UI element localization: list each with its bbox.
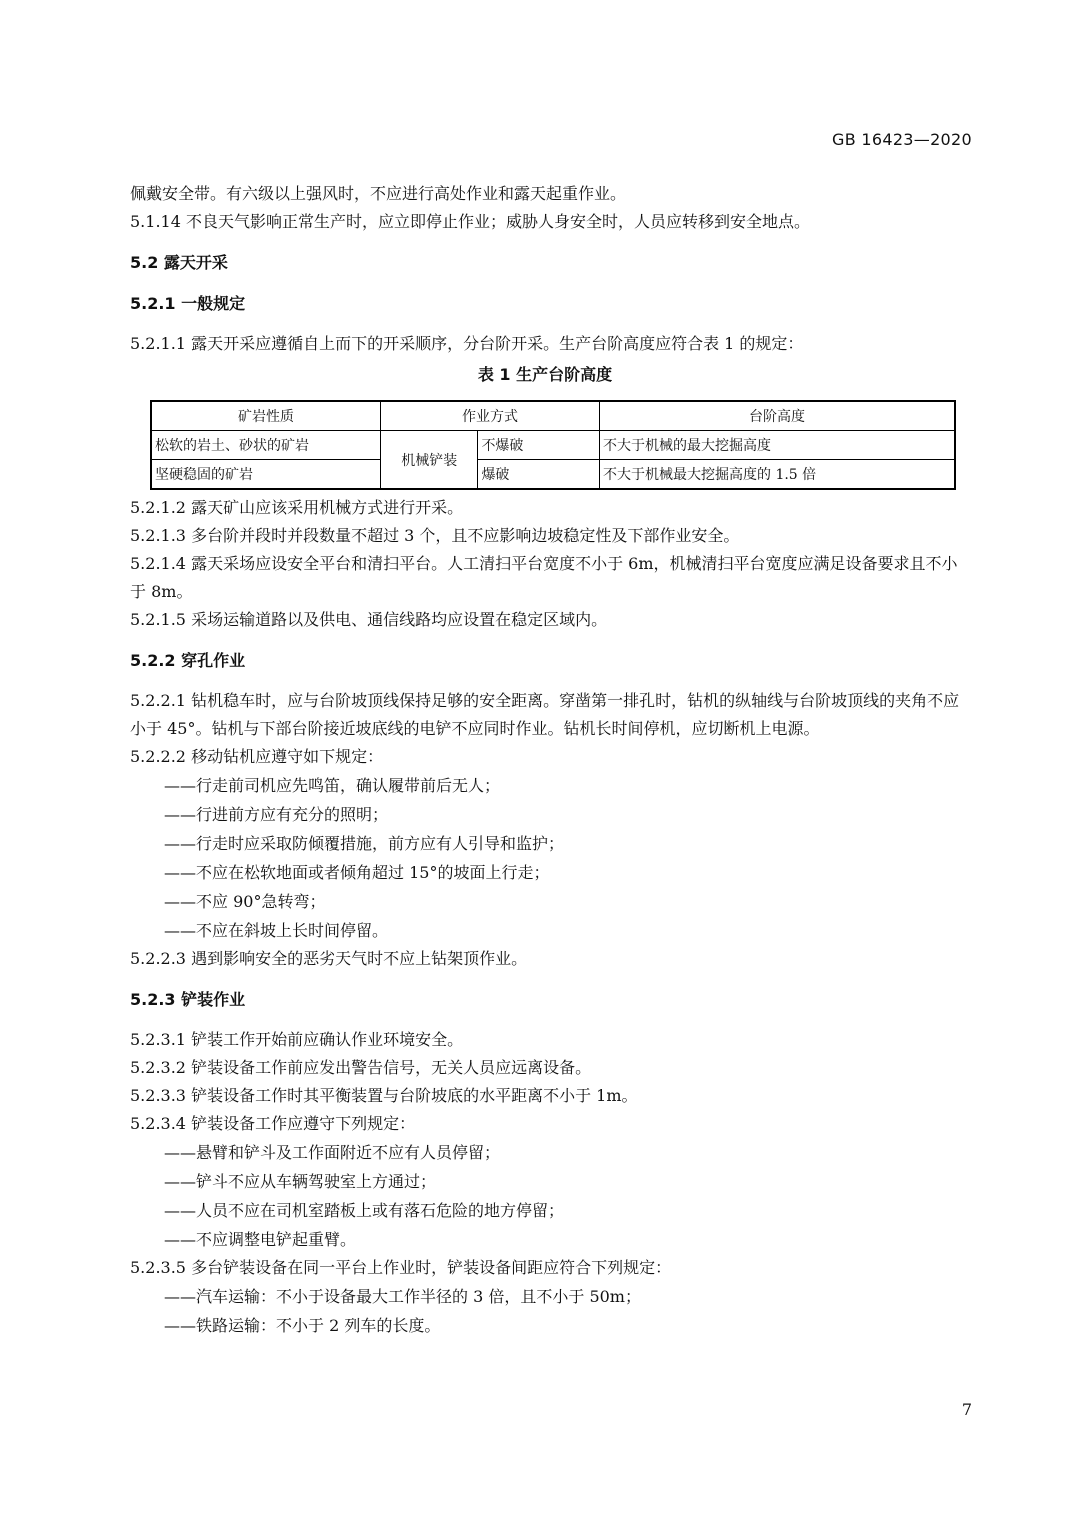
paragraph: 5.2.1.2 露天矿山应该采用机械方式进行开采。	[130, 498, 464, 517]
list-item: ——悬臂和铲斗及工作面附近不应有人员停留；	[164, 1143, 501, 1162]
table-title: 表 1 生产台阶高度	[477, 365, 613, 384]
table-cell: 松软的岩土、砂状的矿岩	[151, 431, 381, 460]
section-heading: 5.2.3 铲装作业	[130, 990, 246, 1009]
paragraph: 5.2.2.1 钻机稳车时，应与台阶坡顶线保持足够的安全距离。穿凿第一排孔时，钻机的纵轴线与台阶坡顶线的夹角不应小于 45°。钻机与下部台阶接近坡底线的电铲不应同时作业。钻机长时间停机，应切断机上电源。	[130, 691, 960, 738]
section-heading: 5.2.2 穿孔作业	[130, 651, 246, 670]
table-header-cell: 作业方式	[381, 401, 600, 431]
list-item: ——铁路运输：不小于 2 列车的长度。	[164, 1316, 441, 1335]
list-item: ——不应调整电铲起重臂。	[164, 1230, 357, 1249]
table-cell: 坚硬稳固的矿岩	[151, 460, 381, 490]
section-heading: 5.2 露天开采	[130, 253, 228, 272]
list-item: ——行进前方应有充分的照明；	[164, 805, 389, 824]
paragraph: 佩戴安全带。有六级以上强风时，不应进行高处作业和露天起重作业。	[130, 184, 627, 203]
table-cell: 爆破	[478, 460, 600, 490]
bench-height-table	[150, 400, 956, 490]
table-cell: 不大于机械最大挖掘高度的 1.5 倍	[600, 460, 956, 490]
table-cell: 机械铲装	[381, 431, 478, 490]
table-cell: 不大于机械的最大挖掘高度	[600, 431, 956, 460]
paragraph: 5.2.3.4 铲装设备工作应遵守下列规定：	[130, 1114, 416, 1133]
paragraph: 5.2.3.5 多台铲装设备在同一平台上作业时，铲装设备间距应符合下列规定：	[130, 1258, 672, 1277]
paragraph: 5.2.3.2 铲装设备工作前应发出警告信号，无关人员应远离设备。	[130, 1058, 592, 1077]
list-item: ——行走时应采取防倾覆措施，前方应有人引导和监护；	[164, 834, 565, 853]
paragraph: 5.2.1.3 多台阶并段时并段数量不超过 3 个，且不应影响边坡稳定性及下部作业安全。	[130, 526, 740, 545]
paragraph: 5.2.2.3 遇到影响安全的恶劣天气时不应上钻架顶作业。	[130, 949, 528, 968]
page-number: 7	[961, 1400, 972, 1419]
table-row	[151, 431, 955, 460]
list-item: ——不应在松软地面或者倾角超过 15°的坡面上行走；	[164, 863, 550, 882]
table-header-cell: 矿岩性质	[151, 401, 381, 431]
document-body	[130, 180, 960, 1340]
paragraph: 5.2.2.2 移动钻机应遵守如下规定：	[130, 747, 384, 766]
list-item: ——不应 90°急转弯；	[164, 892, 326, 911]
paragraph: 5.2.3.3 铲装设备工作时其平衡装置与台阶坡底的水平距离不小于 1m。	[130, 1086, 638, 1105]
section-heading: 5.2.1 一般规定	[130, 294, 246, 313]
paragraph: 5.2.1.1 露天开采应遵循自上而下的开采顺序，分台阶开采。生产台阶高度应符合表 1 的规定：	[130, 334, 804, 353]
list-item: ——铲斗不应从车辆驾驶室上方通过；	[164, 1172, 437, 1191]
table-header-row	[151, 401, 955, 431]
list-item: ——汽车运输：不小于设备最大工作半径的 3 倍，且不小于 50m；	[164, 1287, 641, 1306]
table-header-cell: 台阶高度	[600, 401, 956, 431]
table-row	[151, 460, 955, 490]
paragraph: 5.2.1.4 露天采场应设安全平台和清扫平台。人工清扫平台宽度不小于 6m，机械清扫平台宽度应满足设备要求且不小于 8m。	[130, 554, 958, 601]
table-cell: 不爆破	[478, 431, 600, 460]
document-code: GB 16423—2020	[832, 130, 972, 149]
paragraph: 5.1.14 不良天气影响正常生产时，应立即停止作业；威胁人身安全时，人员应转移到安全地点。	[130, 212, 810, 231]
paragraph: 5.2.1.5 采场运输道路以及供电、通信线路均应设置在稳定区域内。	[130, 610, 608, 629]
list-item: ——人员不应在司机室踏板上或有落石危险的地方停留；	[164, 1201, 565, 1220]
list-item: ——行走前司机应先鸣笛，确认履带前后无人；	[164, 776, 501, 795]
paragraph: 5.2.3.1 铲装工作开始前应确认作业环境安全。	[130, 1030, 464, 1049]
list-item: ——不应在斜坡上长时间停留。	[164, 921, 389, 940]
